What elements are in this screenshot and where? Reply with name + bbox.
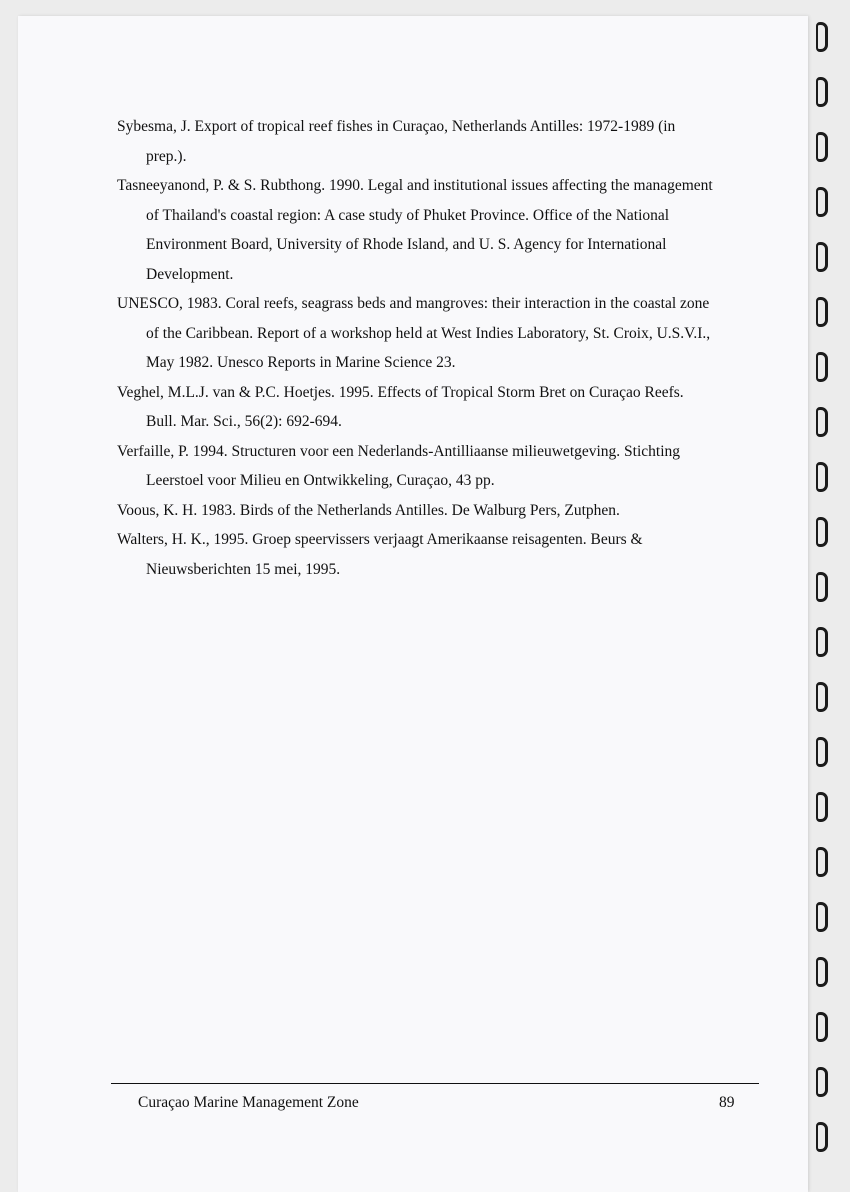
binding-ring: [816, 1067, 828, 1097]
binding-ring: [816, 517, 828, 547]
binding-ring: [816, 242, 828, 272]
reference-entry: Walters, H. K., 1995. Groep speervissers verjaagt Amerikaanse reisagenten. Beurs & Nieuwsberichten 15 mei, 1995.: [117, 531, 643, 578]
binding-ring: [816, 77, 828, 107]
binding-ring: [816, 737, 828, 767]
binding-ring: [816, 682, 828, 712]
binding-ring: [816, 22, 828, 52]
binding-ring: [816, 462, 828, 492]
binding-ring: [816, 572, 828, 602]
spiral-binding: [808, 0, 850, 1192]
reference-list: [117, 112, 717, 584]
reference-entry: Voous, K. H. 1983. Birds of the Netherlands Antilles. De Walburg Pers, Zutphen.: [117, 501, 620, 519]
reference-entry: Verfaille, P. 1994. Structuren voor een Nederlands-Antilliaanse milieuwetgeving. Stichting Leerstoel voor Milieu en Ontwikkeling, Curaçao, 43 pp.: [117, 442, 681, 489]
binding-ring: [816, 627, 828, 657]
binding-ring: [816, 1012, 828, 1042]
binding-ring: [816, 352, 828, 382]
binding-ring: [816, 902, 828, 932]
page-number: 89: [719, 1094, 735, 1111]
footer-title: Curaçao Marine Management Zone: [138, 1094, 359, 1111]
binding-ring: [816, 792, 828, 822]
reference-entry: UNESCO, 1983. Coral reefs, seagrass beds and mangroves: their interaction in the coastal zone of the Caribbean. Report of a workshop held at West Indies Laboratory, St. Croix, U.S.V.I., May 1982. Unesco Reports in Marine Science 23.: [117, 295, 711, 371]
reference-entry: Tasneeyanond, P. & S. Rubthong. 1990. Legal and institutional issues affecting the management of Thailand's coastal region: A case study of Phuket Province. Office of the National Environment Board, University of Rhode Island, and U. S. Agency for International Development.: [117, 177, 713, 283]
binding-ring: [816, 297, 828, 327]
binding-ring: [816, 187, 828, 217]
binding-ring: [816, 957, 828, 987]
footer-divider: [111, 1083, 759, 1084]
binding-ring: [816, 407, 828, 437]
reference-entry: Veghel, M.L.J. van & P.C. Hoetjes. 1995. Effects of Tropical Storm Bret on Curaçao Reefs. Bull. Mar. Sci., 56(2): 692-694.: [117, 383, 684, 430]
reference-entry: Sybesma, J. Export of tropical reef fishes in Curaçao, Netherlands Antilles: 1972-1989 (in prep.).: [117, 118, 676, 165]
binding-ring: [816, 132, 828, 162]
binding-ring: [816, 1122, 828, 1152]
binding-ring: [816, 847, 828, 877]
